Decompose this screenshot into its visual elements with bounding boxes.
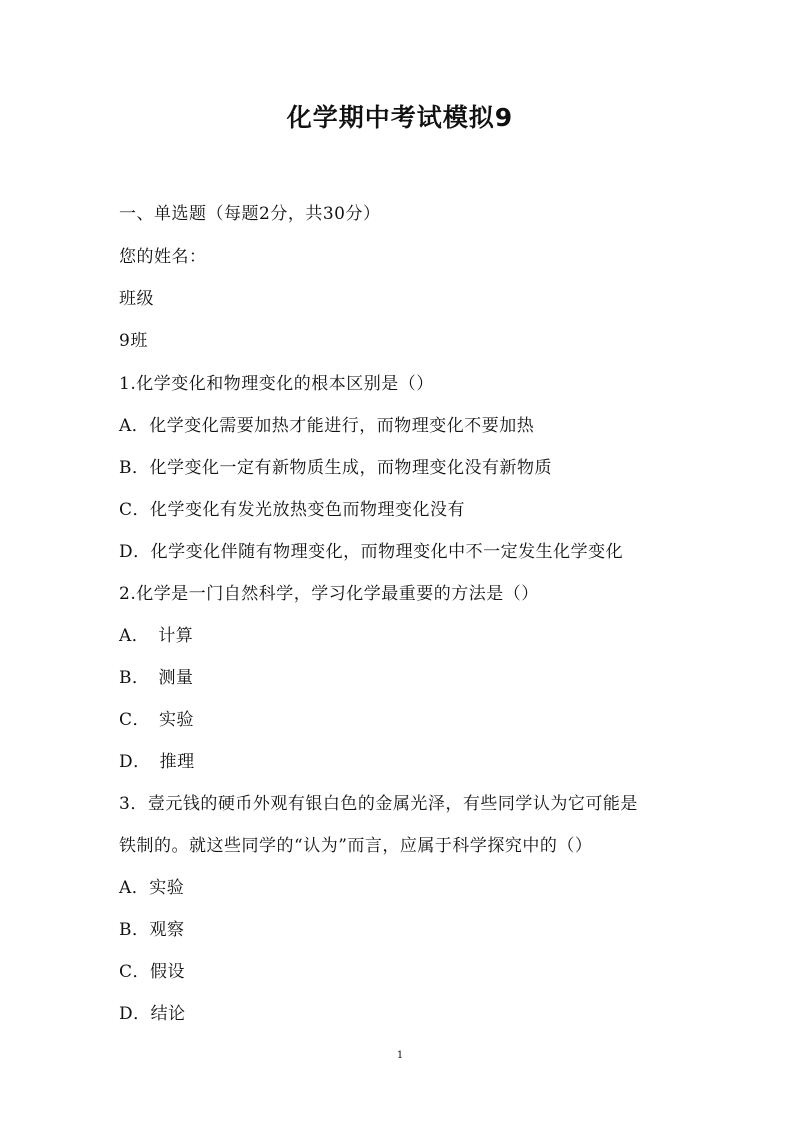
- question-2-option-b: B． 测量: [119, 668, 194, 688]
- question-3-option-a: A．实验: [119, 878, 185, 898]
- question-2-option-a: A． 计算: [119, 626, 194, 646]
- section-heading: 一、单选题（每题2分，共30分）: [119, 204, 381, 224]
- class-value: 9班: [119, 331, 148, 351]
- question-2-option-d: D． 推理: [119, 752, 195, 772]
- name-field-label: 您的姓名：: [119, 247, 207, 267]
- page-number: 1: [396, 1050, 404, 1061]
- document-title: 化学期中考试模拟9: [286, 103, 514, 132]
- question-3-option-d: D．结论: [119, 1004, 186, 1024]
- question-3-stem-line-2: 铁制的。就这些同学的“认为”而言，应属于科学探究中的（）: [119, 836, 593, 856]
- question-3-stem-line-1: 3．壹元钱的硬币外观有银白色的金属光泽，有些同学认为它可能是: [119, 794, 638, 814]
- question-1-option-c: C．化学变化有发光放热变色而物理变化没有: [119, 500, 466, 520]
- question-1-option-b: B．化学变化一定有新物质生成，而物理变化没有新物质: [119, 458, 552, 478]
- question-1-option-d: D．化学变化伴随有物理变化，而物理变化中不一定发生化学变化: [119, 542, 624, 562]
- question-3-option-c: C．假设: [119, 962, 186, 982]
- question-2-option-c: C． 实验: [119, 710, 195, 730]
- class-label: 班级: [119, 289, 154, 309]
- question-3-option-b: B．观察: [119, 920, 185, 940]
- question-2-stem: 2.化学是一门自然科学，学习化学最重要的方法是（）: [119, 584, 539, 604]
- question-1-option-a: A．化学变化需要加热才能进行，而物理变化不要加热: [119, 416, 535, 436]
- question-1-stem: 1.化学变化和物理变化的根本区别是（）: [119, 374, 434, 394]
